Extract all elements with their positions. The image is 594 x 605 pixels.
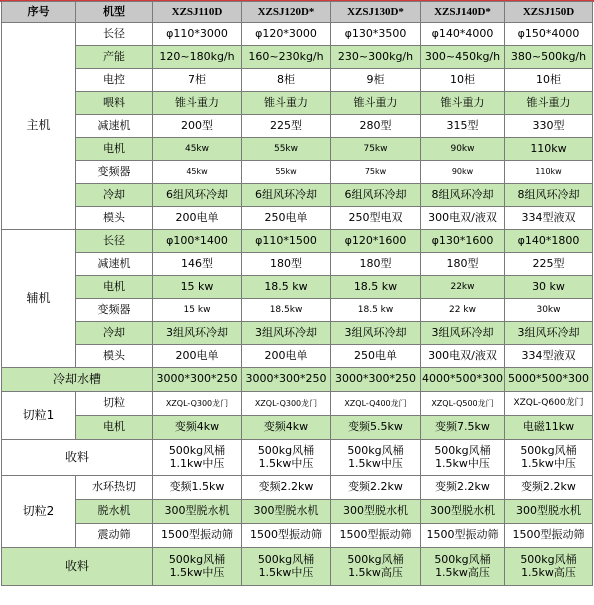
row-label: 喂料 bbox=[76, 92, 153, 115]
table-cell: 300电双/液双 bbox=[421, 345, 505, 368]
table-cell: φ140*4000 bbox=[421, 23, 505, 46]
group-label-aux: 辅机 bbox=[2, 230, 76, 368]
cell-line: 1.5kw中压 bbox=[258, 565, 314, 579]
table-row bbox=[2, 115, 593, 138]
cell-line: 500kg风桶 bbox=[257, 443, 315, 457]
table-cell: 3000*300*250 bbox=[331, 368, 421, 392]
table-row bbox=[2, 23, 593, 46]
table-cell: 变频4kw bbox=[242, 416, 331, 440]
table-cell: 3组风环冷却 bbox=[331, 322, 421, 345]
table-cell: 250电单 bbox=[331, 345, 421, 368]
group-label-pellet2: 切粒2 bbox=[2, 476, 76, 548]
table-row bbox=[2, 476, 593, 500]
table-cell: 变频4kw bbox=[153, 416, 242, 440]
header-cell: XZSJ110D bbox=[153, 2, 242, 23]
table-cell: 7柜 bbox=[153, 69, 242, 92]
spec-table bbox=[1, 1, 593, 586]
table-cell bbox=[153, 548, 242, 586]
table-cell: 200电单 bbox=[153, 345, 242, 368]
table-cell: 90kw bbox=[421, 138, 505, 161]
table-cell: 3组风环冷却 bbox=[505, 322, 593, 345]
cell-line: 500kg风桶 bbox=[520, 443, 577, 457]
cell-line: 500kg风桶 bbox=[168, 443, 226, 457]
table-cell: 230~300kg/h bbox=[331, 46, 421, 69]
table-row bbox=[2, 299, 593, 322]
table-cell: 110kw bbox=[505, 161, 593, 184]
row-label: 电控 bbox=[76, 69, 153, 92]
table-cell: 变频2.2kw bbox=[421, 476, 505, 500]
table-cell: φ100*1400 bbox=[153, 230, 242, 253]
table-cell: 变频2.2kw bbox=[331, 476, 421, 500]
table-cell: 180型 bbox=[242, 253, 331, 276]
cell-line: 1.5kw中压 bbox=[521, 456, 576, 470]
table-row bbox=[2, 500, 593, 524]
table-row bbox=[2, 46, 593, 69]
cell-line: 1.5kw中压 bbox=[435, 456, 490, 470]
table-cell bbox=[242, 440, 331, 476]
table-cell: XZQL-Q300龙门 bbox=[242, 392, 331, 416]
table-row bbox=[2, 207, 593, 230]
row-label: 模头 bbox=[76, 345, 153, 368]
table-row bbox=[2, 253, 593, 276]
table-cell: 电磁11kw bbox=[505, 416, 593, 440]
table-cell bbox=[331, 548, 421, 586]
table-cell: 22 kw bbox=[421, 299, 505, 322]
table-cell: 3000*300*250 bbox=[153, 368, 242, 392]
row-label: 电机 bbox=[76, 416, 153, 440]
table-cell: 315型 bbox=[421, 115, 505, 138]
table-cell: 锥斗重力 bbox=[331, 92, 421, 115]
table-cell bbox=[421, 548, 505, 586]
table-cell: 3组风环冷却 bbox=[153, 322, 242, 345]
cell-line: 1.1kw中压 bbox=[169, 456, 225, 470]
table-cell: 30 kw bbox=[505, 276, 593, 299]
table-cell: 180型 bbox=[331, 253, 421, 276]
table-cell: 1500型振动筛 bbox=[242, 524, 331, 548]
table-row bbox=[2, 69, 593, 92]
table-cell: 380~500kg/h bbox=[505, 46, 593, 69]
table-cell: φ150*4000 bbox=[505, 23, 593, 46]
row-label: 长径 bbox=[76, 23, 153, 46]
header-row bbox=[2, 2, 593, 23]
table-row bbox=[2, 392, 593, 416]
table-cell: 4000*500*300 bbox=[421, 368, 505, 392]
header-cell: XZSJ150D bbox=[505, 2, 593, 23]
table-row bbox=[2, 161, 593, 184]
cell-line: 1.5kw高压 bbox=[348, 565, 403, 579]
table-cell: 146型 bbox=[153, 253, 242, 276]
table-cell: φ130*3500 bbox=[331, 23, 421, 46]
table-cell: 180型 bbox=[421, 253, 505, 276]
table-row bbox=[2, 230, 593, 253]
row-label: 变频器 bbox=[76, 299, 153, 322]
table-cell: 75kw bbox=[331, 161, 421, 184]
row-label: 产能 bbox=[76, 46, 153, 69]
cell-line: 1.5kw中压 bbox=[348, 456, 403, 470]
table-cell: 10柜 bbox=[505, 69, 593, 92]
table-cell: XZQL-Q400龙门 bbox=[331, 392, 421, 416]
header-cell: 序号 bbox=[2, 2, 76, 23]
table-cell: 55kw bbox=[242, 161, 331, 184]
table-cell: 6组风环冷却 bbox=[331, 184, 421, 207]
table-cell: 5000*500*300 bbox=[505, 368, 593, 392]
table-cell: 280型 bbox=[331, 115, 421, 138]
table-cell bbox=[242, 548, 331, 586]
row-label: 水环热切 bbox=[76, 476, 153, 500]
table-cell: XZQL-Q300龙门 bbox=[153, 392, 242, 416]
table-cell: 300型脱水机 bbox=[505, 500, 593, 524]
table-cell: 8组风环冷却 bbox=[421, 184, 505, 207]
table-cell: 225型 bbox=[505, 253, 593, 276]
table-cell: 变频1.5kw bbox=[153, 476, 242, 500]
table-row bbox=[2, 440, 593, 476]
table-cell: 120~180kg/h bbox=[153, 46, 242, 69]
table-cell: 200电单 bbox=[242, 345, 331, 368]
table-cell: 160~230kg/h bbox=[242, 46, 331, 69]
table-cell: 30kw bbox=[505, 299, 593, 322]
table-cell: 10柜 bbox=[421, 69, 505, 92]
table-cell: 1500型振动筛 bbox=[153, 524, 242, 548]
table-cell: 锥斗重力 bbox=[242, 92, 331, 115]
table-cell: XZQL-Q500龙门 bbox=[421, 392, 505, 416]
table-cell: 3组风环冷却 bbox=[242, 322, 331, 345]
table-cell bbox=[505, 548, 593, 586]
table-row bbox=[2, 92, 593, 115]
cell-line: 500kg风桶 bbox=[347, 443, 404, 457]
table-cell: 300型脱水机 bbox=[242, 500, 331, 524]
table-cell: 9柜 bbox=[331, 69, 421, 92]
table-cell bbox=[153, 440, 242, 476]
table-cell bbox=[505, 440, 593, 476]
table-cell: 1500型振动筛 bbox=[421, 524, 505, 548]
table-cell: φ130*1600 bbox=[421, 230, 505, 253]
table-cell: 55kw bbox=[242, 138, 331, 161]
table-cell: 18.5 kw bbox=[331, 299, 421, 322]
table-cell: 300型脱水机 bbox=[331, 500, 421, 524]
table-cell: 200型 bbox=[153, 115, 242, 138]
row-label: 减速机 bbox=[76, 253, 153, 276]
row-label: 变频器 bbox=[76, 161, 153, 184]
table-cell: 250电单 bbox=[242, 207, 331, 230]
table-cell: 300型脱水机 bbox=[153, 500, 242, 524]
table-cell: 1500型振动筛 bbox=[505, 524, 593, 548]
table-row bbox=[2, 416, 593, 440]
table-cell: 334型液双 bbox=[505, 345, 593, 368]
cell-line: 1.5kw中压 bbox=[258, 456, 314, 470]
table-cell: 变频5.5kw bbox=[331, 416, 421, 440]
table-cell: 锥斗重力 bbox=[421, 92, 505, 115]
table-cell: 变频7.5kw bbox=[421, 416, 505, 440]
row-label: 震动筛 bbox=[76, 524, 153, 548]
table-cell: 18.5 kw bbox=[242, 276, 331, 299]
table-cell: 变频2.2kw bbox=[242, 476, 331, 500]
group-label-collect1: 收料 bbox=[2, 440, 153, 476]
table-cell bbox=[331, 440, 421, 476]
row-label: 长径 bbox=[76, 230, 153, 253]
cell-line: 500kg风桶 bbox=[168, 552, 226, 566]
table-cell bbox=[421, 440, 505, 476]
table-row bbox=[2, 368, 593, 392]
table-cell: 18.5 kw bbox=[331, 276, 421, 299]
table-cell: 300型脱水机 bbox=[421, 500, 505, 524]
table-cell: 90kw bbox=[421, 161, 505, 184]
row-label: 电机 bbox=[76, 138, 153, 161]
group-label-collect2: 收料 bbox=[2, 548, 153, 586]
group-label-pellet1: 切粒1 bbox=[2, 392, 76, 440]
table-cell: 300~450kg/h bbox=[421, 46, 505, 69]
table-row bbox=[2, 322, 593, 345]
row-label: 冷却 bbox=[76, 322, 153, 345]
table-cell: 1500型振动筛 bbox=[331, 524, 421, 548]
table-cell: 300电双/液双 bbox=[421, 207, 505, 230]
header-cell: XZSJ130D* bbox=[331, 2, 421, 23]
table-row bbox=[2, 548, 593, 586]
cell-line: 500kg风桶 bbox=[520, 552, 577, 566]
table-cell: 3000*300*250 bbox=[242, 368, 331, 392]
table-cell: 200电单 bbox=[153, 207, 242, 230]
table-cell: XZQL-Q600龙门 bbox=[505, 392, 593, 416]
header-cell: XZSJ120D* bbox=[242, 2, 331, 23]
table-cell: 锥斗重力 bbox=[153, 92, 242, 115]
cell-line: 500kg风桶 bbox=[434, 552, 491, 566]
table-cell: 6组风环冷却 bbox=[153, 184, 242, 207]
table-cell: 110kw bbox=[505, 138, 593, 161]
table-row bbox=[2, 345, 593, 368]
cell-line: 1.5kw中压 bbox=[169, 565, 225, 579]
table-cell: φ110*3000 bbox=[153, 23, 242, 46]
cell-line: 500kg风桶 bbox=[347, 552, 404, 566]
group-label-cooling-tank: 冷却水槽 bbox=[2, 368, 153, 392]
row-label: 模头 bbox=[76, 207, 153, 230]
table-cell: 18.5kw bbox=[242, 299, 331, 322]
table-cell: 330型 bbox=[505, 115, 593, 138]
cell-line: 1.5kw高压 bbox=[435, 565, 490, 579]
table-cell: 15 kw bbox=[153, 276, 242, 299]
table-cell: 变频2.2kw bbox=[505, 476, 593, 500]
table-cell: 75kw bbox=[331, 138, 421, 161]
row-label: 切粒 bbox=[76, 392, 153, 416]
table-cell: 15 kw bbox=[153, 299, 242, 322]
table-cell: φ110*1500 bbox=[242, 230, 331, 253]
table-row bbox=[2, 276, 593, 299]
table-cell: 锥斗重力 bbox=[505, 92, 593, 115]
table-cell: 8柜 bbox=[242, 69, 331, 92]
header-cell: 机型 bbox=[76, 2, 153, 23]
table-cell: 45kw bbox=[153, 161, 242, 184]
table-cell: 8组风环冷却 bbox=[505, 184, 593, 207]
row-label: 脱水机 bbox=[76, 500, 153, 524]
table-cell: φ120*1600 bbox=[331, 230, 421, 253]
table-row bbox=[2, 524, 593, 548]
table-cell: 225型 bbox=[242, 115, 331, 138]
table-cell: 45kw bbox=[153, 138, 242, 161]
cell-line: 500kg风桶 bbox=[257, 552, 315, 566]
cell-line: 500kg风桶 bbox=[434, 443, 491, 457]
row-label: 电机 bbox=[76, 276, 153, 299]
table-cell: 3组风环冷却 bbox=[421, 322, 505, 345]
table-cell: 250型电双 bbox=[331, 207, 421, 230]
table-cell: 334型液双 bbox=[505, 207, 593, 230]
row-label: 冷却 bbox=[76, 184, 153, 207]
cell-line: 1.5kw高压 bbox=[521, 565, 576, 579]
table-row bbox=[2, 138, 593, 161]
table-cell: 6组风环冷却 bbox=[242, 184, 331, 207]
table-cell: φ140*1800 bbox=[505, 230, 593, 253]
table-cell: φ120*3000 bbox=[242, 23, 331, 46]
table-cell: 22kw bbox=[421, 276, 505, 299]
table-row bbox=[2, 184, 593, 207]
header-cell: XZSJ140D* bbox=[421, 2, 505, 23]
group-label-main: 主机 bbox=[2, 23, 76, 230]
row-label: 减速机 bbox=[76, 115, 153, 138]
